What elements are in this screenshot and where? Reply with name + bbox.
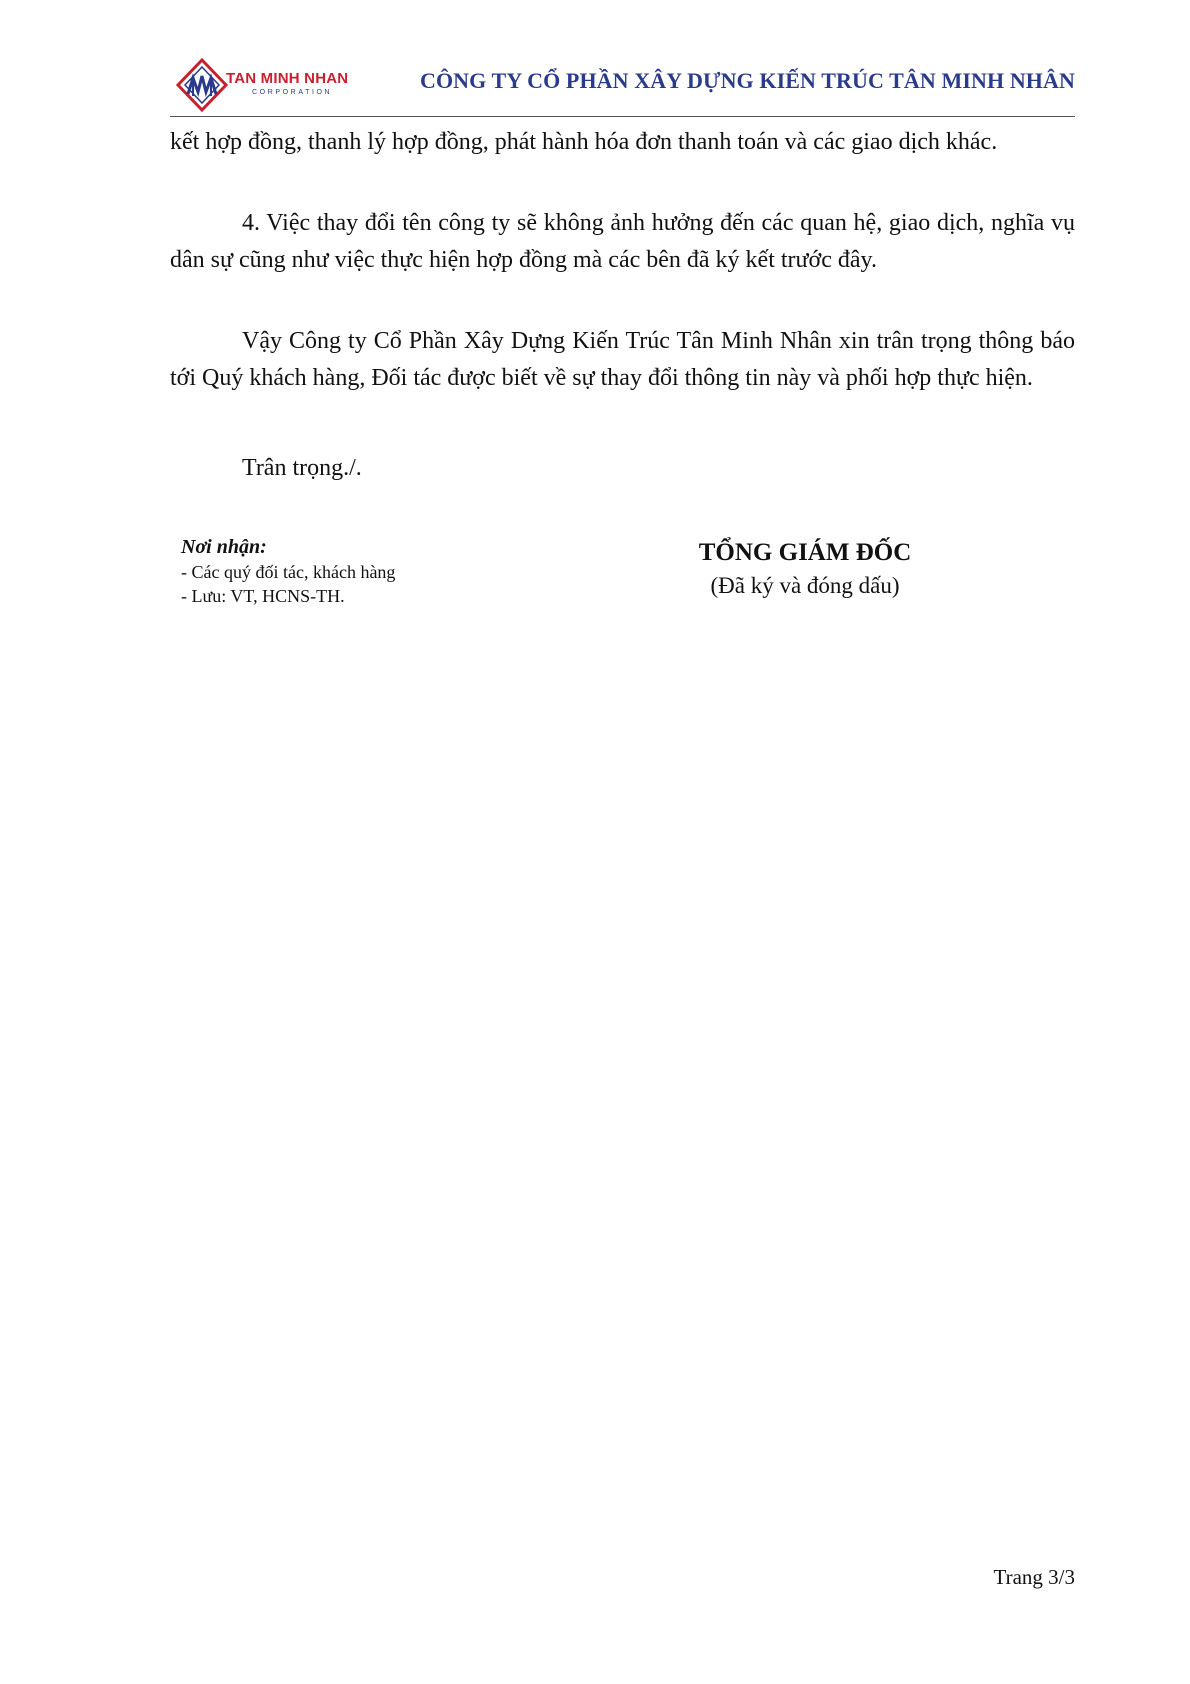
company-name: CÔNG TY CỔ PHẦN XÂY DỰNG KIẾN TRÚC TÂN MINH NHÂN (419, 68, 1075, 93)
letterhead (170, 58, 1075, 114)
closing-greeting: Trân trọng./. (242, 455, 362, 481)
paragraph-item-4: 4. Việc thay đổi tên công ty sẽ không ảnh hưởng đến các quan hệ, giao dịch, nghĩa vụ dân sự cũng như việc thực hiện hợp đồng mà các bên đã ký kết trước đây. (170, 210, 1075, 273)
recipient-item: - Các quý đối tác, khách hàng (181, 562, 396, 582)
logo-subtitle: CORPORATION (252, 89, 333, 96)
signatory-title: TỔNG GIÁM ĐỐC (698, 539, 912, 566)
signature-note: (Đã ký và đóng dấu) (710, 573, 900, 598)
company-logo-icon (176, 58, 228, 112)
signature-block (640, 535, 970, 601)
recipients-label: Nơi nhận: (181, 536, 267, 558)
recipients-block (181, 535, 395, 608)
header-divider (170, 116, 1075, 117)
recipient-item: - Lưu: VT, HCNS-TH. (181, 586, 345, 606)
paragraph-announcement: Vậy Công ty Cổ Phần Xây Dựng Kiến Trúc Tân Minh Nhân xin trân trọng thông báo tới Quý khách hàng, Đối tác được biết về sự thay đổi thông tin này và phối hợp thực hiện. (170, 328, 1075, 391)
page-number: Trang 3/3 (993, 1565, 1075, 1589)
paragraph-continuation: kết hợp đồng, thanh lý hợp đồng, phát hành hóa đơn thanh toán và các giao dịch khác. (170, 129, 998, 155)
logo-name: TAN MINH NHAN (226, 70, 349, 87)
